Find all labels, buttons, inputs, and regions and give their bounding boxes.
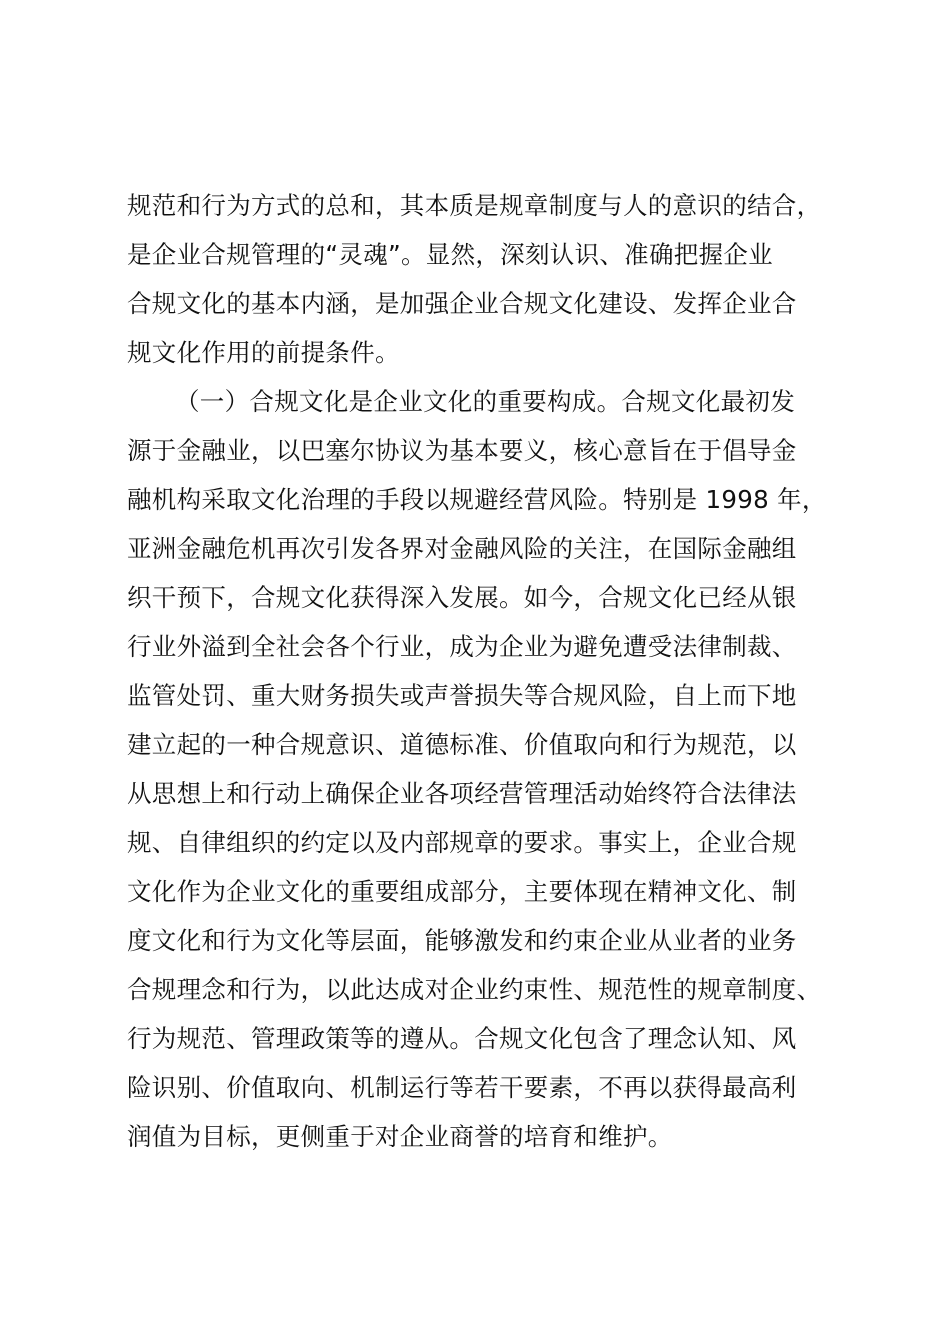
text-line: 润值为目标，更侧重于对企业商誉的培育和维护。 [127, 1122, 673, 1151]
text-line: 规文化作用的前提条件。 [127, 338, 400, 367]
text-line: 从思想上和行动上确保企业各项经营管理活动始终符合法律法 [127, 779, 797, 808]
text-line: 是企业合规管理的“灵魂”。显然，深刻认识、准确把握企业 [127, 240, 773, 269]
text-line: 源于金融业，以巴塞尔协议为基本要义，核心意旨在于倡导金 [127, 436, 797, 465]
text-line: 织干预下，合规文化获得深入发展。如今，合规文化已经从银 [127, 583, 797, 612]
text-line: 度文化和行为文化等层面，能够激发和约束企业从业者的业务 [127, 926, 797, 955]
text-line: 监管处罚、重大财务损失或声誉损失等合规风险，自上而下地 [127, 681, 797, 710]
text-line: 建立起的一种合规意识、道德标准、价值取向和行为规范，以 [127, 730, 797, 759]
text-line: 亚洲金融危机再次引发各界对金融风险的关注，在国际金融组 [127, 534, 797, 563]
text-line: 行为规范、管理政策等的遵从。合规文化包含了理念认知、风 [127, 1024, 797, 1053]
text-line: 合规理念和行为，以此达成对企业约束性、规范性的规章制度、 [127, 975, 822, 1004]
text-line: 融机构采取文化治理的手段以规避经营风险。特别是 1998 年， [127, 485, 827, 514]
text-line: 行业外溢到全社会各个行业，成为企业为避免遭受法律制裁、 [127, 632, 797, 661]
text-line: 险识别、价值取向、机制运行等若干要素，不再以获得最高利 [127, 1073, 797, 1102]
text-line: 文化作为企业文化的重要组成部分，主要体现在精神文化、制 [127, 877, 797, 906]
text-line: 合规文化的基本内涵，是加强企业合规文化建设、发挥企业合 [127, 289, 797, 318]
paragraph-heading-line: （一）合规文化是企业文化的重要构成。合规文化最初发 [175, 387, 795, 416]
text-line: 规、自律组织的约定以及内部规章的要求。事实上，企业合规 [127, 828, 797, 857]
text-line: 规范和行为方式的总和，其本质是规章制度与人的意识的结合， [127, 191, 822, 220]
